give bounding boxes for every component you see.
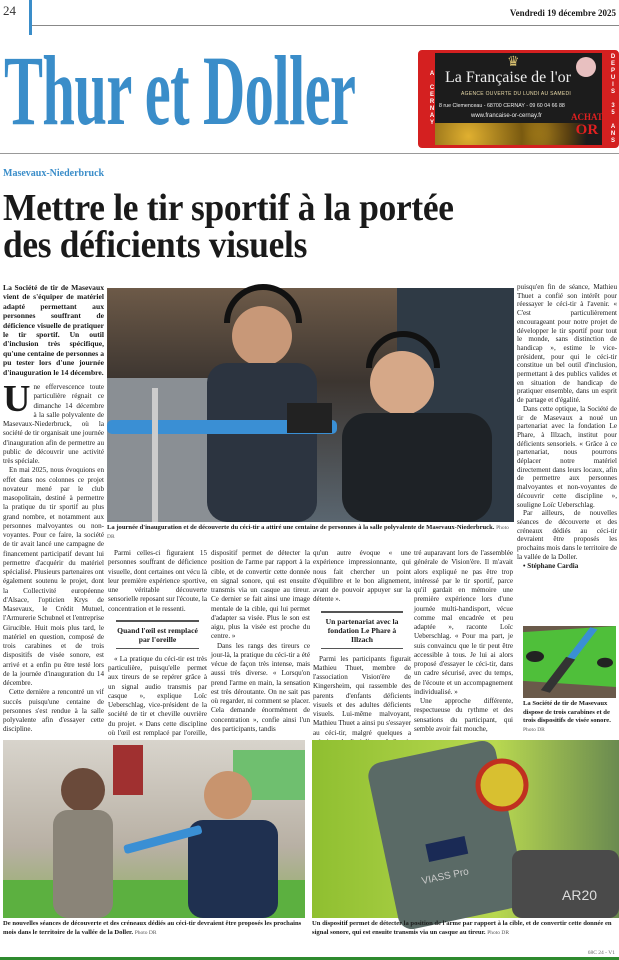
caption-text: De nouvelles séances de découverte et des créneaux dédiés au céci-tir devraient être proposés les prochains mois dans le territoire de la vallée de la Doller. [3, 920, 302, 936]
section-title: Thur et Doller [4, 35, 356, 146]
children-shooting-illustration [3, 740, 305, 918]
page-code: 68C 24 - V1 [587, 950, 615, 956]
paragraph: tré auparavant lors de l'assemblée générale de Vision'ère. Il m'avait alors expliqué ne pas être trop intéressé par le tir sportif, parce qu'il gardait en mémoire une première expérience lors d'une journée multi-handisport, vécue comme mal encadrée et peu adaptée », raconte Loïc Ueberschlag. « Pour ma part, je suis convaincu que le tir peut être accessible à tous. Je lui ai alors proposé d'essayer le céci-tir, dans un cadre sécurisé, avec du temps, de l'écoute et un accompagnement individualisé. » [414, 549, 513, 696]
paragraph: Dans cette optique, la Société de tir de Masevaux a noué un partenariat avec la fondation Le Phare, à Illzach, institut pour déficients sensoriels. « Grâce à ce partenariat, nous pourrons déplacer notre matériel directement dans leurs locaux, afin de permettre aux personnes malvoyantes et non-voyantes de découvrir cette discipline », souligne Loïc Ueberschlag. [517, 404, 617, 509]
paragraph: dispositif permet de détecter la position de l'arme par rapport à la cible, et de convertir cette donnée en signal sonore, qui est ensuite transmis via un casque au tireur. Ce dernier se fait ainsi une image mentale de la cible, qui lui permet d'adapter sa visée. Plus le son est aigu, plus la visée est proche du centre. » [211, 549, 310, 641]
subheading: Quand l'œil est remplacé par l'oreille [116, 620, 199, 649]
drop-cap: U [3, 378, 31, 421]
paragraph: Parmi les participants figurait Mathieu Thuet, membre de l'association Vision'ère de Kingersheim, qui rassemble des parents d'enfants déficients visuels et des adultes déficients visuels. Lui-même malvoyant, Mathieu Thuet a ainsi pu s'essayer au céci-tir, malgré quelques a [313, 654, 411, 737]
headline-line-1: Mettre le tir sportif à la portée [3, 187, 454, 229]
paragraph: Une approche différente, respectueuse du rythme et des sensations du participant, qui semble avoir fait mouche, [414, 697, 513, 733]
rifle-table-illustration [523, 626, 616, 698]
photo-credit: Photo DR [487, 929, 510, 936]
ad-website: www.francaise-or-cernay.fr [471, 113, 542, 119]
ad-address: 8 rue Clemenceau - 68700 CERNAY - 09 60 04 66 88 [439, 103, 565, 109]
training-photo-caption [3, 920, 305, 937]
rifle-label: AR20 [562, 887, 598, 903]
device-photo-caption [312, 920, 617, 937]
caption-text: Un dispositif permet de détecter la position de l'arme par rapport à la cible, et de convertir cette donnée en signal sonore, qui est ensuite transmis via un casque au tireur. [312, 920, 612, 936]
equipment-photo-caption [523, 700, 618, 734]
photo-credit: Photo DR [107, 525, 509, 540]
crown-icon: ♛ [507, 53, 520, 69]
main-photo-caption [107, 524, 514, 541]
shooters-illustration [107, 288, 514, 522]
ad-hours: AGENCE OUVERTE DU LUNDI AU SAMEDI [461, 91, 572, 97]
caption-text: La journée d'inauguration et de découverte du céci-tir a attiré une centaine de personnes à la salle polyvalente de Masevaux-Niederbruck. [107, 524, 495, 531]
article-column-2 [108, 549, 207, 737]
section-divider [0, 153, 619, 154]
advertisement[interactable] [418, 50, 619, 148]
header-divider [32, 25, 619, 26]
sound-device-illustration [312, 740, 619, 918]
article-column-4 [313, 549, 411, 737]
photo-credit: Photo DR [134, 929, 157, 936]
caption-text: La Société de tir de Masevaux dispose de trois carabines et de trois dispositifs de visée sonore. [523, 700, 611, 725]
device-label: VIASS Pro [420, 866, 470, 888]
page-number: 24 [3, 3, 16, 18]
article-column-6 [517, 283, 617, 623]
article-column-1 [3, 283, 104, 739]
ad-badge-line1: ACHAT [571, 112, 603, 122]
article-intro: La Société de tir de Masevaux vient de s'équiper de matériel adapté permettant aux personnes souffrant de déficience visuelle de pratiquer le tir sportif. Un outil d'inclusion très spécifique, qu'une centaine de personnes a pu tester lors d'une journée d'inauguration le 14 décembre. [3, 283, 104, 377]
ad-right-strip: DEPUIS 35 ANS [602, 53, 616, 145]
paragraph: puisqu'en fin de séance, Mathieu Thuet a confié son intérêt pour réessayer le céci-tir à l'avenir. « C'est particulièrement encourageant pour notre projet de développer le tir sportif pour tout le monde, sans distinction de handicap », estime le vice-président, pour qui le céci-tir constitue un bel outil d'inclusion, permettant à des publics valides et en situation de handicap de pratiquer ensemble, dans un esprit de partage et d'égalité. [517, 283, 617, 405]
subheading: Un partenariat avec la fondation Le Phare à Illzach [321, 611, 403, 649]
photo-credit: Photo DR [523, 726, 545, 733]
ad-badge-line2: OR [575, 122, 599, 138]
ad-badge [571, 112, 603, 138]
ad-name: La Française de l'or [445, 69, 571, 86]
paragraph: Parmi celles-ci figuraient 15 personnes souffrant de déficience visuelle, dont certaines ont vécu là leur première expérience sportive, une véritable découverte sensorielle reposant sur l'écoute, la concentration et le ressenti. [108, 549, 207, 613]
paragraph: qu'un autre évoque « une expérience impressionnante, qui nous fait chercher un point d'équilibre et le bon alignement, avant de pouvoir appuyer sur la détente ». [313, 549, 411, 604]
paragraph: En mai 2025, nous évoquions en effet dans nos colonnes ce projet novateur mené par le club masopolitain, destiné à permettre la pratique du tir sportif au plus grand nombre, et notamment aux personnes malvoyantes ou non-voyantes. Pour ce faire, la société de tir avait lancé une campagne de financement participatif devant lui permettre d'acquérir du matériel spécialisé. Plusieurs partenaires ont également soutenu le projet, dont la Collectivité européenne d'Alsace, l'opticien Krys de Masevaux, le Crédit Mutuel, l'Armurerie Schubnel et l'entreprise Girucible. Huit mois plus tard, le matériel en question, composé de trois carabines et de trois dispositifs de visée sonore, est arrivé et a enfin pu être testé lors de la journée d'inauguration du 14 décembre. [3, 466, 104, 688]
article-kicker: Masevaux-Niederbruck [3, 168, 105, 179]
equipment-photo [523, 626, 616, 698]
article-column-5 [414, 549, 513, 733]
paragraph: Par ailleurs, de nouvelles séances de découverte et des créneaux dédiés au céci-tir devraient être proposés les prochains mois dans le territoire de la vallée de la Doller. [517, 509, 617, 561]
main-photo [107, 288, 514, 522]
paragraph: Cette dernière a rencontré un vif succès puisqu'une centaine de personnes s'est rendue à la salle polyvalente afin d'essayer cette discipline. [3, 688, 104, 734]
issue-date: Vendredi 19 décembre 2025 [509, 8, 616, 18]
author-signature: • Stéphane Cardia [523, 561, 579, 570]
paragraph [3, 378, 104, 466]
article-column-3 [211, 549, 310, 733]
mascot-logo-icon [576, 57, 596, 77]
headline-line-2: des déficients visuels [3, 224, 308, 266]
paragraph-text: ne effervescence toute particulière régnait ce dimanche 14 décembre à la salle polyvalente de Masevaux-Niederbruck, où la société de tir organisait une journée d'inauguration afin de permettre au public de découvrir une activité très spéciale. [3, 383, 104, 466]
ad-left-strip: A CERNAY [421, 53, 435, 145]
article-headline [3, 187, 454, 266]
training-photo [3, 740, 305, 918]
paragraph: « La pratique du céci-tir est très particulière, puisqu'elle permet aux tireurs de se repérer grâce à un signal audio transmis par casque », explique Loïc Ueberschlag, vice-président de la société de tir et cheville ouvrière du projet. « Dans cette discipline où l'œil est remplacé par l'oreille, [108, 654, 207, 737]
device-photo [312, 740, 619, 918]
header-accent-bar [29, 0, 32, 35]
paragraph: Dans les rangs des tireurs ce jour-là, la pratique du céci-tir a été vécue de façon très intense, mais aussi très diverse. « Lorsqu'on prend l'arme en main, la sensation est très déroutante. On ne sait pas où regarder, ni comment se placer. Cela demande énormément de concentration », confie ainsi l'un des participants, tandis [211, 641, 310, 733]
